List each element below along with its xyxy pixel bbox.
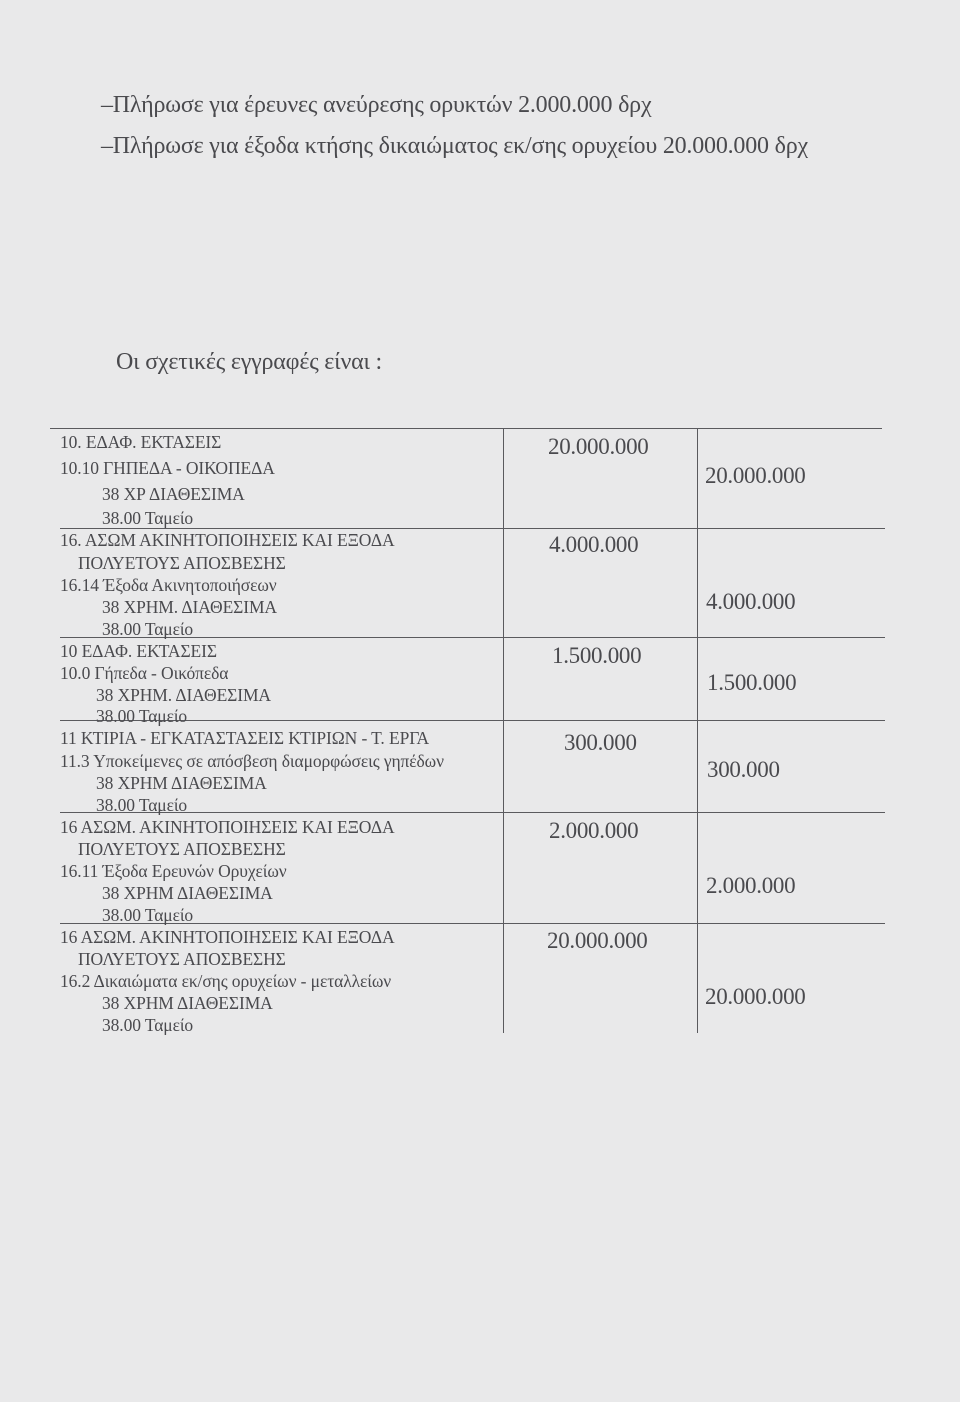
entry-6-line-1: 16 ΑΣΩΜ. ΑΚΙΝΗΤΟΠΟΙΗΣΕΙΣ ΚΑΙ ΕΞΟΔΑ [60,927,395,947]
entry-4-line-1: 11 ΚΤΙΡΙΑ - ΕΓΚΑΤΑΣΤΑΣΕΙΣ ΚΤΙΡΙΩΝ - Τ. ΕΡΓΑ [60,728,430,748]
entry-2-debit: 4.000.000 [549,532,639,557]
credit-column-divider [697,428,698,1033]
entries-heading: Οι σχετικές εγγραφές είναι : [116,349,382,375]
entry-5-credit: 2.000.000 [706,873,796,898]
entry-2-line-3: 16.14 Έξοδα Ακινητοποιήσεων [60,575,277,595]
entry-4-credit: 300.000 [707,757,780,782]
entry-6-line-5: 38.00 Ταμείο [102,1015,194,1035]
entry-2-credit: 4.000.000 [706,589,796,614]
entry-3-line-1: 10 ΕΔΑΦ. ΕΚΤΑΣΕΙΣ [60,641,217,661]
debit-column-divider [503,428,504,1033]
entry-5-line-2: ΠΟΛΥΕΤΟΥΣ ΑΠΟΣΒΕΣΗΣ [78,839,286,859]
entry-6-line-4: 38 ΧΡΗΜ ΔΙΑΘΕΣΙΜΑ [102,993,273,1013]
entry-4-line-2: 11.3 Υποκείμενες σε απόσβεση διαμορφώσεις γηπέδων [60,751,444,771]
journal-top-rule [50,428,882,429]
entry-4-debit: 300.000 [564,730,637,755]
entry-3-line-3: 38 ΧΡΗΜ. ΔΙΑΘΕΣΙΜΑ [96,685,271,705]
entry-2-line-5: 38.00 Ταμείο [102,619,194,639]
entry-4-line-3: 38 ΧΡΗΜ ΔΙΑΘΕΣΙΜΑ [96,773,267,793]
entry-5-line-4: 38 ΧΡΗΜ ΔΙΑΘΕΣΙΜΑ [102,883,273,903]
entry-1-credit: 20.000.000 [705,463,806,488]
entry-6-line-2: ΠΟΛΥΕΤΟΥΣ ΑΠΟΣΒΕΣΗΣ [78,949,286,969]
entry-5-line-1: 16 ΑΣΩΜ. ΑΚΙΝΗΤΟΠΟΙΗΣΕΙΣ ΚΑΙ ΕΞΟΔΑ [60,817,395,837]
entry-6-debit: 20.000.000 [547,928,648,953]
entry-2-line-4: 38 ΧΡΗΜ. ΔΙΑΘΕΣΙΜΑ [102,597,277,617]
entry-5-line-5: 38.00 Ταμείο [102,905,194,925]
entry-6-credit: 20.000.000 [705,984,806,1009]
entry-1-line-1: 10. ΕΔΑΦ. ΕΚΤΑΣΕΙΣ [60,432,222,452]
entry-6-line-3: 16.2 Δικαιώματα εκ/σης ορυχείων - μεταλλείων [60,971,392,991]
entry-1-line-2: 10.10 ΓΗΠΕΔΑ - ΟΙΚΟΠΕΔΑ [60,458,275,478]
intro-line-2: –Πλήρωσε για έξοδα κτήσης δικαιώματος εκ/σης ορυχείου 20.000.000 δρχ [101,133,808,159]
entry-5-debit: 2.000.000 [549,818,639,843]
entry-2-line-1: 16. ΑΣΩΜ ΑΚΙΝΗΤΟΠΟΙΗΣΕΙΣ ΚΑΙ ΕΞΟΔΑ [60,530,395,550]
entry-5-line-3: 16.11 Έξοδα Ερευνών Ορυχείων [60,861,287,881]
entry-4-line-4: 38.00 Ταμείο [96,795,188,815]
intro-line-1: –Πλήρωσε για έρευνες ανεύρεσης ορυκτών 2.000.000 δρχ [101,92,652,118]
entry-1-line-4: 38.00 Ταμείο [102,508,194,528]
entry-1-debit: 20.000.000 [548,434,649,459]
entry-3-debit: 1.500.000 [552,643,642,668]
entry-3-credit: 1.500.000 [707,670,797,695]
entry-3-line-2: 10.0 Γήπεδα - Οικόπεδα [60,663,229,683]
entry-1-line-3: 38 ΧΡ ΔΙΑΘΕΣΙΜΑ [102,484,245,504]
entry-2-line-2: ΠΟΛΥΕΤΟΥΣ ΑΠΟΣΒΕΣΗΣ [78,553,286,573]
entry-3-line-4: 38.00 Ταμείο [96,706,188,726]
